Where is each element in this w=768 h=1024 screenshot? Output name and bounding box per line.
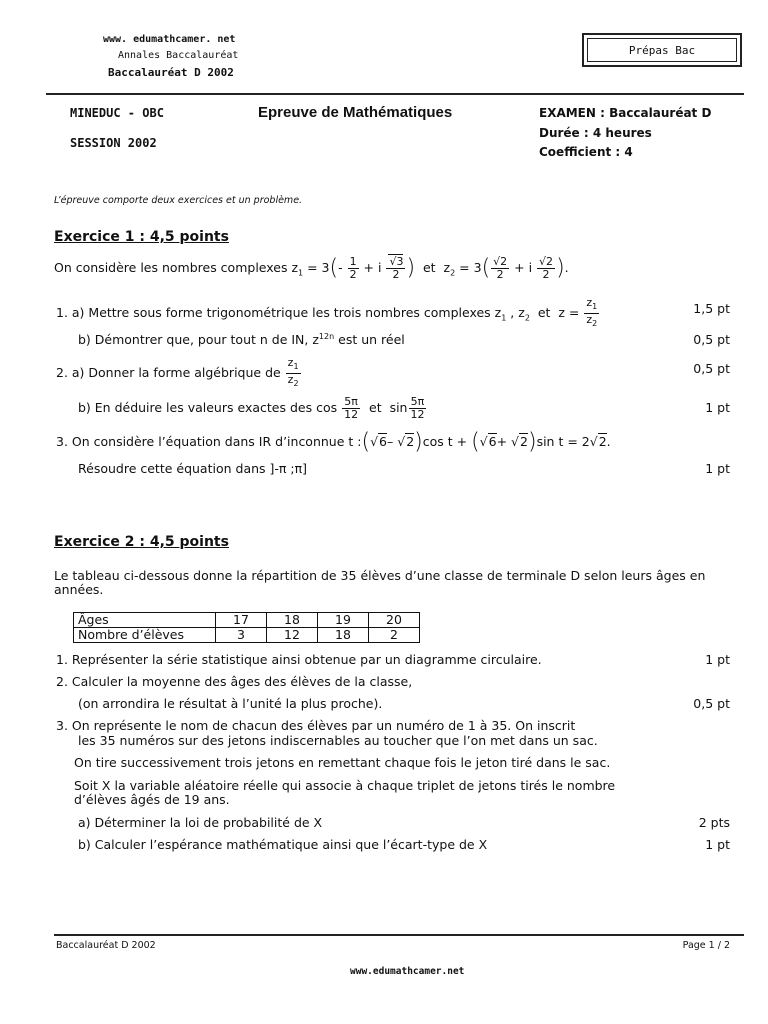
- ex1-title: Exercice 1 : 4,5 points: [54, 229, 229, 245]
- ex1-q3-solve: Résoudre cette équation dans ]-π ;π]: [78, 461, 308, 476]
- ex2-statement-line2: années.: [54, 582, 104, 597]
- ex1-q1b: b) Démontrer que, pour tout n de IN, $z^{12n}$ est un réel: [78, 332, 405, 348]
- table-row: [74, 628, 420, 643]
- ex1-q2b-points: 1 pt: [705, 400, 730, 415]
- ex1-q1a: 1. a) Mettre sous forme trigonométrique les trois nombres complexes $z_1$ , $z_2$ et z = $\frac{z_1}{z_2}$: [56, 296, 598, 329]
- exam-title: Epreuve de Mathématiques: [258, 104, 453, 121]
- ex2-q3-line2: les 35 numéros sur des jetons indiscernables au toucher que l’on met dans un sac.: [78, 733, 598, 748]
- exam-examen: EXAMEN : Baccalauréat D: [539, 106, 712, 120]
- footer-left: Baccalauréat D 2002: [56, 940, 156, 951]
- table-row-label: Âges: [74, 613, 216, 628]
- ex2-q2-note: (on arrondira le résultat à l’unité la plus proche).: [78, 696, 383, 711]
- bottom-rule: [54, 934, 744, 936]
- top-rule: [46, 93, 744, 95]
- ex1-q1a-points: 1,5 pt: [693, 301, 730, 316]
- header-site: www. edumathcamer. net: [103, 34, 236, 45]
- table-cell: 12: [267, 628, 318, 643]
- table-cell: 2: [369, 628, 420, 643]
- ex2-q3b-points: 1 pt: [705, 837, 730, 852]
- ex1-q1b-points: 0,5 pt: [693, 332, 730, 347]
- exam-duree: Durée : 4 heures: [539, 126, 652, 140]
- ex1-q2a-points: 0,5 pt: [693, 361, 730, 376]
- ex1-q2b: b) En déduire les valeurs exactes des cos $\frac{5\pi}{12}$ et sin $\frac{5\pi}{12}$: [78, 395, 425, 421]
- table-cell: 3: [216, 628, 267, 643]
- footer-site: www.edumathcamer.net: [350, 966, 465, 977]
- ex1-statement: On considère les nombres complexes $z_1 = 3(-$ $\frac{1}{2}$ + i $\frac{√3}{2}$ ) et $z_2 = 3$( $\frac{√2}{2}$ + i $\frac{√2}{2}$ ).: [54, 255, 569, 281]
- ex2-q2-points: 0,5 pt: [693, 696, 730, 711]
- ex2-q3-line1: 3. On représente le nom de chacun des élèves par un numéro de 1 à 35. On inscrit: [56, 718, 576, 733]
- prepas-box: [582, 33, 742, 67]
- table-cell: 19: [318, 613, 369, 628]
- table-cell: 18: [267, 613, 318, 628]
- ex2-q1-points: 1 pt: [705, 652, 730, 667]
- table-cell: 20: [369, 613, 420, 628]
- ex2-title: Exercice 2 : 4,5 points: [54, 534, 229, 550]
- table-cell: 17: [216, 613, 267, 628]
- exam-session: SESSION 2002: [70, 136, 157, 150]
- ex2-q3a: a) Déterminer la loi de probabilité de X: [78, 815, 323, 830]
- table-row-label: Nombre d’élèves: [74, 628, 216, 643]
- ex1-q3: 3. On considère l’équation dans IR d’inconnue t :(√6– √2)cos t + (√6+ √2)sin t = 2√2.: [56, 429, 611, 455]
- ex2-q3-line3: On tire successivement trois jetons en remettant chaque fois le jeton tiré dans le sac.: [74, 755, 611, 770]
- prepas-label: Prépas Bac: [587, 38, 737, 62]
- header-annales: Annales Baccalauréat: [118, 50, 239, 61]
- ex2-q3a-points: 2 pts: [698, 815, 730, 830]
- ex2-statement-line1: Le tableau ci-dessous donne la répartition de 35 élèves d’une classe de terminale D selon leurs âges en: [54, 568, 706, 583]
- ex2-q3-line4: Soit X la variable aléatoire réelle qui associe à chaque triplet de jetons tirés le nombre: [74, 778, 616, 793]
- ex2-q3b: b) Calculer l’espérance mathématique ainsi que l’écart-type de X: [78, 837, 488, 852]
- header-bac: Baccalauréat D 2002: [108, 66, 234, 79]
- ex1-q3-points: 1 pt: [705, 461, 730, 476]
- ex2-q2: 2. Calculer la moyenne des âges des élèves de la classe,: [56, 674, 413, 689]
- exam-coefficient: Coefficient : 4: [539, 145, 633, 159]
- table-cell: 18: [318, 628, 369, 643]
- intro-text: L’épreuve comporte deux exercices et un problème.: [54, 195, 303, 206]
- table-row: [74, 613, 420, 628]
- ex1-q2a: 2. a) Donner la forme algébrique de $\frac{z_1}{z_2}$: [56, 356, 299, 389]
- ages-table: [73, 612, 420, 643]
- exam-ministry: MINEDUC - OBC: [70, 106, 164, 120]
- footer-page: Page 1 / 2: [682, 940, 730, 951]
- ex2-q3-line5: d’élèves âgés de 19 ans.: [74, 792, 230, 807]
- ex2-q1: 1. Représenter la série statistique ainsi obtenue par un diagramme circulaire.: [56, 652, 542, 667]
